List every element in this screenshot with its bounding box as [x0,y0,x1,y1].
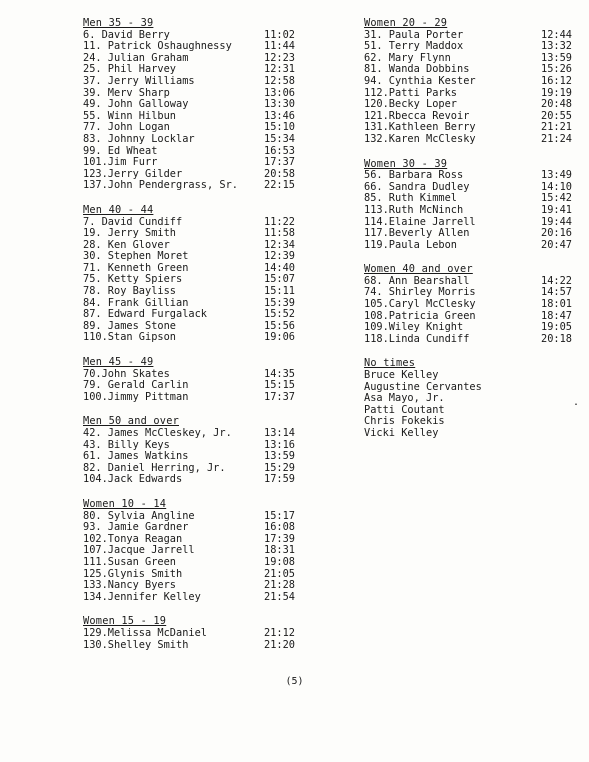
section-heading: Men 40 - 44 [83,203,154,216]
runner-name: 81. Wanda Dobbins [364,64,470,76]
section-heading: Men 50 and over [83,415,179,428]
section-heading: Men 45 - 49 [83,356,154,369]
section [364,264,586,345]
finish-time [541,428,579,440]
runner-name: 19. Jerry Smith [83,228,176,240]
finish-time: 15:11 [264,285,295,298]
runner-name: 133.Nancy Byers [83,580,176,592]
section-heading: Women 20 - 29 [364,17,448,29]
runner-name: 137.John Pendergrass, Sr. [83,180,238,192]
result-row [83,580,308,592]
runner-name: 75. Ketty Spiers [83,274,183,286]
runner-name: 93. Jamie Gardner [83,522,189,534]
runner-name: Bruce Kelley [364,370,439,382]
runner-name: 84. Frank Gillian [83,297,189,309]
runner-name: Vicki Kelley [364,428,439,439]
result-row [364,428,579,440]
runner-name: 107.Jacque Jarrell [83,545,195,557]
runner-name: 121.Rbecca Revoir [364,110,470,122]
section [83,357,329,403]
runner-name: 37. Jerry Williams [83,75,195,87]
section [83,416,329,486]
result-row [83,286,308,298]
result-row [83,392,308,404]
finish-time: 12:34 [264,238,295,251]
finish-time: 13:59 [541,51,572,64]
finish-time: 15:17 [264,509,295,522]
runner-name: 99. Ed Wheat [83,145,158,157]
finish-time: 18:31 [264,544,295,557]
finish-time: 15:07 [264,273,295,286]
finish-time: 15:10 [264,121,295,134]
runner-name: 102.Tonya Reagan [83,533,183,545]
finish-time: 15:56 [264,319,295,332]
finish-time: 21:20 [264,638,295,651]
result-row [364,170,579,182]
section [83,616,329,651]
runner-name: 100.Jimmy Pittman [83,391,189,403]
margin-dot: . [573,397,580,408]
result-row [83,557,308,569]
finish-time: 18:47 [541,309,572,322]
section [364,358,586,439]
finish-time: 13:06 [264,86,295,99]
finish-time: 17:59 [264,473,295,486]
result-row [83,628,308,640]
runner-name: 43. Billy Keys [83,439,170,451]
runner-name: Asa Mayo, Jr. [364,393,445,405]
runner-name: 28. Ken Glover [83,239,170,251]
finish-time: 20:18 [541,332,572,345]
runner-name: 68. Ann Bearshall [364,275,470,287]
section [83,499,329,603]
runner-name: 49. John Galloway [83,99,189,111]
finish-time [541,370,579,382]
finish-time: 14:22 [541,274,572,287]
result-row [83,76,308,88]
finish-time: 21:05 [264,567,295,580]
runner-name: 101.Jim Furr [83,157,158,169]
finish-time: 19:08 [264,555,295,568]
finish-time: 15:39 [264,296,295,309]
finish-time: 12:31 [264,63,295,76]
finish-time: 20:55 [541,109,572,122]
runner-name: 89. James Stone [83,320,176,332]
runner-name: 11. Patrick Oshaughnessy [83,41,232,53]
finish-time: 17:37 [264,156,295,169]
runner-name: 7. David Cundiff [83,216,183,228]
finish-time: 14:35 [264,367,295,380]
runner-name: 87. Edward Furgalack [83,309,207,321]
result-row [364,228,579,240]
section-heading: No times [364,357,416,370]
finish-time: 20:16 [541,227,572,240]
runner-name: 82. Daniel Herring, Jr. [83,462,226,474]
finish-time: 13:30 [264,98,295,111]
finish-time: 19:19 [541,86,572,99]
section-heading: Women 30 - 39 [364,157,448,170]
finish-time: 12:44 [541,28,572,41]
result-row [83,99,308,111]
result-row [83,228,308,240]
runner-name: 125.Glynis Smith [83,568,183,580]
finish-time: 15:34 [264,132,295,145]
runner-name: 83. Johnny Locklar [83,133,195,145]
section [364,18,586,146]
runner-name: 119.Paula Lebon [364,239,457,251]
runner-name: 114.Elaine Jarrell [364,216,476,228]
runner-name: 51. Terry Maddox [364,41,464,53]
left-column [83,18,329,664]
finish-time: 14:57 [541,286,572,299]
runner-name: Augustine Cervantes [364,381,482,393]
finish-time: 20:47 [541,238,572,251]
finish-time: 12:23 [264,51,295,64]
finish-time: 15:26 [541,63,572,76]
runner-name: 123.Jerry Gilder [83,168,183,180]
result-row [83,522,308,534]
result-row [364,240,579,252]
finish-time: 13:16 [264,438,295,451]
finish-time [541,416,579,428]
runner-name: 112.Patti Parks [364,87,457,99]
finish-time: 19:05 [541,321,572,334]
finish-time: 21:54 [264,590,295,603]
section-heading: Women 40 and over [364,263,473,276]
finish-time: 12:58 [264,74,295,87]
runner-name: 24. Julian Graham [83,52,189,64]
result-row [364,416,579,428]
finish-time: 21:12 [264,626,295,639]
finish-time: 19:44 [541,215,572,228]
runner-name: 39. Merv Sharp [83,87,170,99]
right-column [364,18,586,453]
section-heading: Women 10 - 14 [83,497,167,510]
result-row [83,180,308,192]
runner-name: 108.Patricia Green [364,310,476,322]
runner-name: 120.Becky Loper [364,99,457,111]
finish-time: 11:22 [264,215,295,228]
runner-name: 129.Melissa McDaniel [83,627,207,639]
finish-time: 21:28 [264,579,295,592]
finish-time: 13:46 [264,109,295,122]
result-row [83,474,308,486]
runner-name: 25. Phil Harvey [83,64,176,76]
runner-name: 79. Gerald Carlin [83,380,189,392]
finish-time: 20:58 [264,167,295,180]
finish-time: 21:21 [541,121,572,134]
runner-name: 105.Caryl McClesky [364,299,476,311]
runner-name: Patti Coutant [364,404,445,416]
runner-name: 94. Cynthia Kester [364,75,476,87]
page-number: (5) [285,676,304,687]
finish-time: 15:15 [264,379,295,392]
runner-name: 62. Mary Flynn [364,52,451,64]
section [364,159,586,252]
runner-name: 113.Ruth McNinch [364,204,464,216]
runner-name: 104.Jack Edwards [83,474,183,486]
result-row [83,592,308,604]
finish-time: 11:44 [264,40,295,53]
finish-time: 17:37 [264,390,295,403]
runner-name: 61. James Watkins [83,451,189,463]
finish-time: 13:59 [264,450,295,463]
finish-time: 16:08 [264,521,295,534]
runner-name: 85. Ruth Kimmel [364,193,457,205]
runner-name: 30. Stephen Moret [83,251,189,263]
finish-time: 15:52 [264,308,295,321]
result-row [83,428,308,440]
finish-time: 13:49 [541,169,572,182]
section-heading: Women 15 - 19 [83,615,167,628]
finish-time: 22:15 [264,179,295,192]
finish-time: 20:48 [541,98,572,111]
runner-name: 70.John Skates [83,368,170,380]
runner-name: Chris Fokekis [364,416,445,428]
result-row [364,393,579,405]
result-row [364,334,579,346]
result-row [83,157,308,169]
section-heading: Men 35 - 39 [83,17,154,29]
runner-name: 77. John Logan [83,122,170,134]
finish-time: 14:10 [541,180,572,193]
runner-name: 71. Kenneth Green [83,262,189,274]
result-row [364,382,579,394]
runner-name: 55. Winn Hilbun [83,110,176,122]
result-row [364,405,579,417]
finish-time: 15:29 [264,461,295,474]
result-row [364,370,579,382]
section [83,18,329,192]
result-row [364,99,579,111]
result-row [83,134,308,146]
runner-name: 134.Jennifer Kelley [83,591,201,603]
runner-name: 6. David Berry [83,29,170,41]
result-row [364,299,579,311]
finish-time: 21:24 [541,132,572,145]
finish-time: 13:14 [264,427,295,439]
runner-name: 56. Barbara Ross [364,170,464,182]
runner-name: 110.Stan Gipson [83,332,176,344]
finish-time: 17:39 [264,532,295,545]
runner-name: 66. Sandra Dudley [364,181,470,193]
runner-name: 117.Beverly Allen [364,228,470,240]
result-row [83,332,308,344]
finish-time: 16:12 [541,74,572,87]
runner-name: 31. Paula Porter [364,29,464,41]
finish-time: 15:42 [541,192,572,205]
finish-time: 18:01 [541,298,572,311]
runner-name: 42. James McCleskey, Jr. [83,428,232,439]
runner-name: 80. Sylvia Angline [83,510,195,522]
runner-name: 111.Susan Green [83,556,176,568]
result-row [364,205,579,217]
finish-time: 14:40 [264,261,295,274]
finish-time: 11:58 [264,227,295,240]
runner-name: 130.Shelley Smith [83,639,189,651]
finish-time: 13:32 [541,40,572,53]
result-row [364,134,579,146]
runner-name: 132.Karen McClesky [364,133,476,145]
runner-name: 74. Shirley Morris [364,287,476,299]
runner-name: 109.Wiley Knight [364,322,464,334]
finish-time [541,382,579,394]
finish-time: 19:41 [541,203,572,216]
result-row [83,640,308,652]
result-row [364,76,579,88]
finish-time: 11:02 [264,28,295,41]
runner-name: 78. Roy Bayliss [83,286,176,298]
section [83,205,329,344]
finish-time: 16:53 [264,144,295,157]
runner-name: 131.Kathleen Berry [364,122,476,134]
finish-time: 19:06 [264,331,295,344]
finish-time: 12:39 [264,250,295,263]
runner-name: 118.Linda Cundiff [364,333,470,345]
